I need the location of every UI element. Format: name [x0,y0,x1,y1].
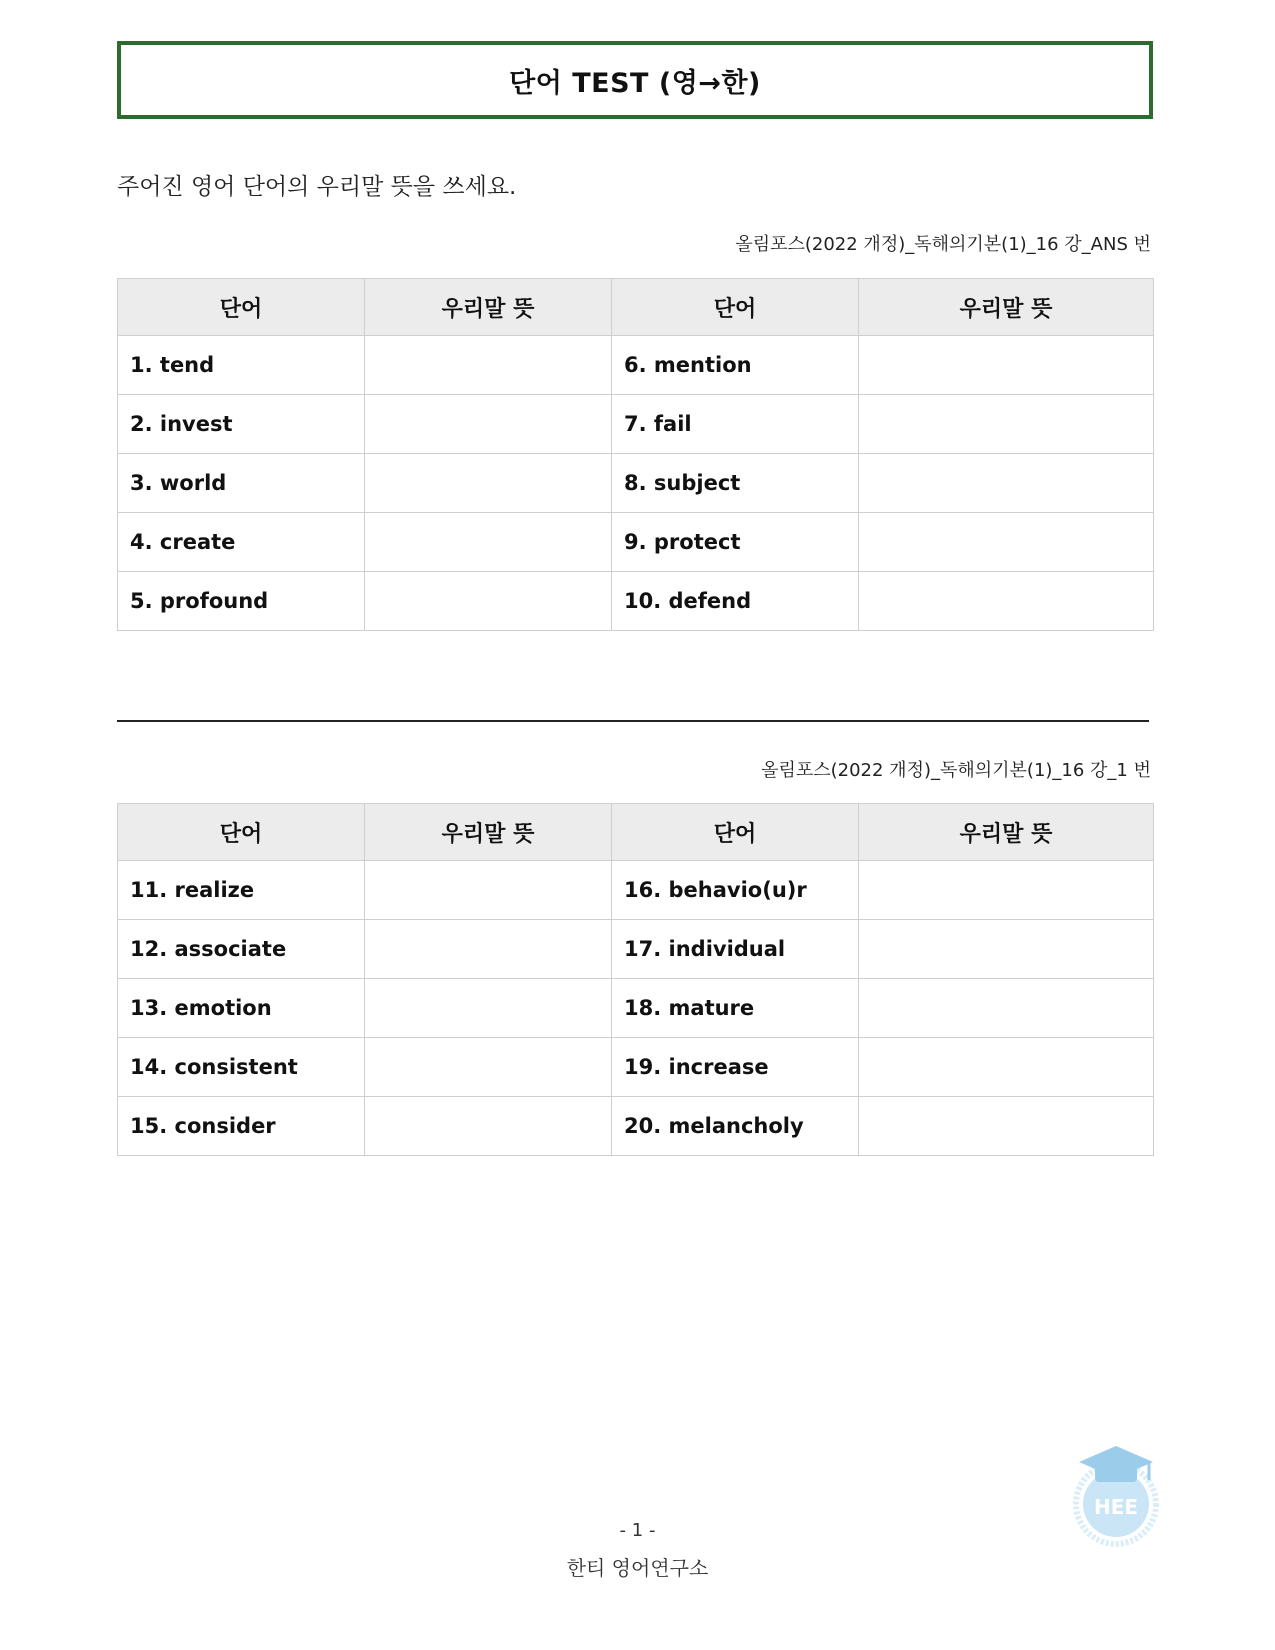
column-header-word: 단어 [612,279,859,336]
word-cell: 15. consider [118,1097,365,1156]
table-row [118,395,1154,454]
table-header-row [118,279,1154,336]
answer-cell[interactable] [365,513,612,572]
answer-cell[interactable] [365,1038,612,1097]
answer-cell[interactable] [365,979,612,1038]
answer-cell[interactable] [859,979,1154,1038]
table-row [118,1038,1154,1097]
answer-cell[interactable] [859,572,1154,631]
answer-cell[interactable] [365,572,612,631]
word-cell: 9. protect [612,513,859,572]
answer-cell[interactable] [365,395,612,454]
word-cell: 20. melancholy [612,1097,859,1156]
table-row [118,861,1154,920]
word-cell: 7. fail [612,395,859,454]
word-cell: 16. behavio(u)r [612,861,859,920]
word-cell: 18. mature [612,979,859,1038]
answer-cell[interactable] [365,336,612,395]
word-cell: 13. emotion [118,979,365,1038]
word-cell: 12. associate [118,920,365,979]
table-row [118,572,1154,631]
instruction-text: 주어진 영어 단어의 우리말 뜻을 쓰세요. [117,174,517,200]
source-label: 올림포스(2022 개정)_독해의기본(1)_16 강_ANS 번 [735,234,1151,255]
answer-cell[interactable] [365,920,612,979]
answer-cell[interactable] [859,920,1154,979]
answer-cell[interactable] [365,861,612,920]
answer-cell[interactable] [859,513,1154,572]
answer-cell[interactable] [365,454,612,513]
answer-cell[interactable] [859,861,1154,920]
answer-cell[interactable] [859,1038,1154,1097]
page-title: 단어 TEST (영→한) [509,67,761,99]
column-header-word: 단어 [118,279,365,336]
graduation-cap-icon [1073,1440,1159,1552]
word-cell: 4. create [118,513,365,572]
word-cell: 3. world [118,454,365,513]
word-cell: 14. consistent [118,1038,365,1097]
table-row [118,1097,1154,1156]
word-cell: 1. tend [118,336,365,395]
column-header-word: 단어 [118,804,365,861]
word-cell: 19. increase [612,1038,859,1097]
table-row [118,336,1154,395]
word-cell: 8. subject [612,454,859,513]
column-header-meaning: 우리말 뜻 [859,804,1154,861]
title-box [117,41,1153,119]
hee-logo [1073,1440,1159,1552]
word-cell: 10. defend [612,572,859,631]
section-divider [117,720,1149,722]
table-row [118,513,1154,572]
answer-cell[interactable] [859,454,1154,513]
answer-cell[interactable] [365,1097,612,1156]
answer-cell[interactable] [859,336,1154,395]
answer-cell[interactable] [859,1097,1154,1156]
table-row [118,920,1154,979]
table-row [118,979,1154,1038]
table-row [118,454,1154,513]
word-cell: 2. invest [118,395,365,454]
column-header-meaning: 우리말 뜻 [859,279,1154,336]
word-cell: 5. profound [118,572,365,631]
column-header-meaning: 우리말 뜻 [365,804,612,861]
source-label: 올림포스(2022 개정)_독해의기본(1)_16 강_1 번 [761,760,1151,781]
word-cell: 17. individual [612,920,859,979]
logo-text: HEE [1093,1495,1139,1519]
column-header-meaning: 우리말 뜻 [365,279,612,336]
word-cell: 11. realize [118,861,365,920]
table-header-row [118,804,1154,861]
footer-org: 한티 영어연구소 [566,1556,709,1580]
answer-cell[interactable] [859,395,1154,454]
word-cell: 6. mention [612,336,859,395]
page-number: - 1 - [619,1520,656,1541]
vocab-table-2 [117,803,1154,1156]
vocab-table-1 [117,278,1154,631]
column-header-word: 단어 [612,804,859,861]
